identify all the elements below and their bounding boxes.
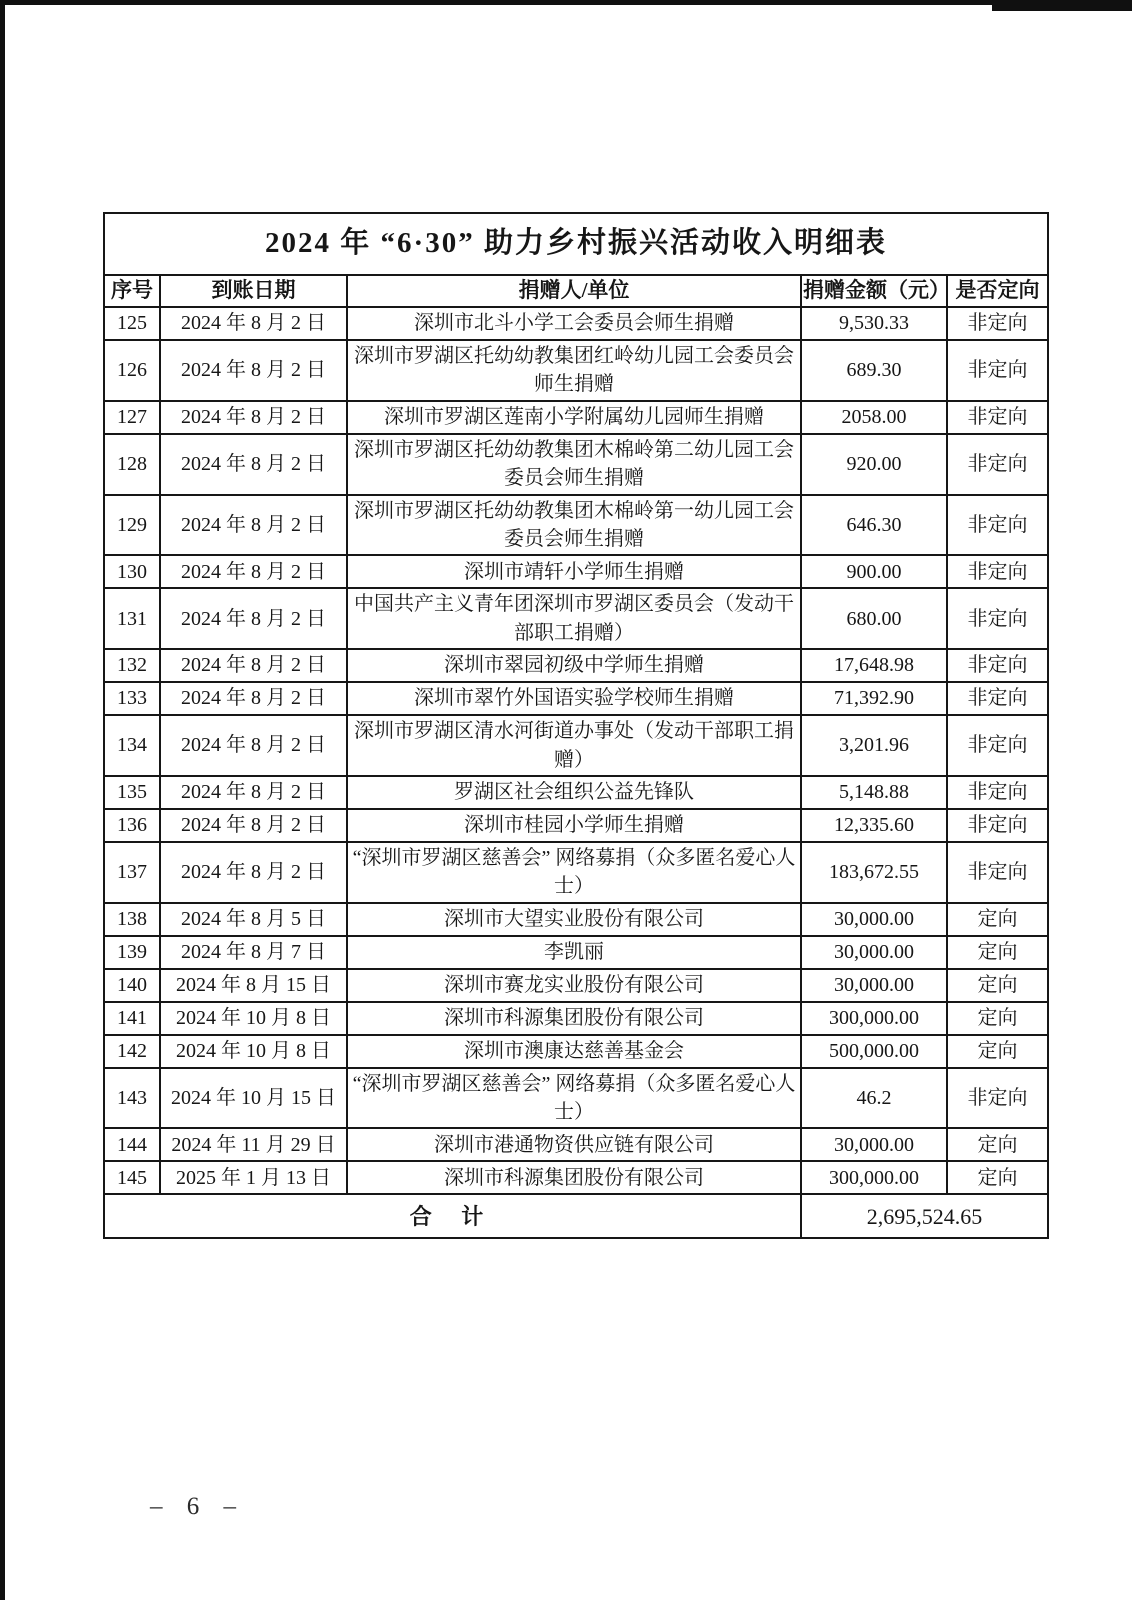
row-donor: 深圳市靖轩小学师生捐赠: [347, 555, 801, 588]
row-directed: 定向: [947, 969, 1048, 1002]
table-row: [104, 1068, 1048, 1129]
row-date: 2024 年 8 月 2 日: [160, 809, 347, 842]
row-date: 2024 年 10 月 8 日: [160, 1002, 347, 1035]
table-body: [104, 307, 1048, 1194]
table-row: [104, 1035, 1048, 1068]
table-row: [104, 649, 1048, 682]
row-amount: 183,672.55: [801, 842, 947, 903]
row-directed: 非定向: [947, 842, 1048, 903]
row-no: 128: [104, 434, 160, 495]
row-donor: 深圳市科源集团股份有限公司: [347, 1161, 801, 1194]
row-no: 136: [104, 809, 160, 842]
table-row: [104, 588, 1048, 649]
table-row: [104, 495, 1048, 556]
row-amount: 9,530.33: [801, 307, 947, 340]
table-row: [104, 1128, 1048, 1161]
row-date: 2024 年 8 月 5 日: [160, 903, 347, 936]
scan-edge-left: [0, 0, 5, 1600]
row-donor: 深圳市罗湖区托幼幼教集团红岭幼儿园工会委员会师生捐赠: [347, 340, 801, 401]
row-no: 126: [104, 340, 160, 401]
row-donor: 深圳市港通物资供应链有限公司: [347, 1128, 801, 1161]
row-directed: 非定向: [947, 434, 1048, 495]
header-amount: 捐赠金额（元）: [801, 275, 947, 307]
row-date: 2024 年 8 月 2 日: [160, 588, 347, 649]
row-amount: 30,000.00: [801, 903, 947, 936]
row-date: 2024 年 8 月 2 日: [160, 682, 347, 715]
row-no: 144: [104, 1128, 160, 1161]
row-date: 2024 年 8 月 2 日: [160, 495, 347, 556]
row-amount: 30,000.00: [801, 936, 947, 969]
table-row: [104, 340, 1048, 401]
table-row: [104, 307, 1048, 340]
header-donor: 捐赠人/单位: [347, 275, 801, 307]
row-amount: 3,201.96: [801, 715, 947, 776]
table-title-row: [104, 213, 1048, 275]
row-directed: 非定向: [947, 340, 1048, 401]
table-row: [104, 555, 1048, 588]
row-directed: 非定向: [947, 682, 1048, 715]
row-no: 127: [104, 401, 160, 434]
row-donor: 深圳市翠竹外国语实验学校师生捐赠: [347, 682, 801, 715]
row-donor: 深圳市罗湖区清水河街道办事处（发动干部职工捐赠）: [347, 715, 801, 776]
table-title: 2024 年 “6·30” 助力乡村振兴活动收入明细表: [104, 213, 1048, 275]
table-row: [104, 809, 1048, 842]
row-amount: 46.2: [801, 1068, 947, 1129]
row-date: 2024 年 10 月 8 日: [160, 1035, 347, 1068]
row-no: 129: [104, 495, 160, 556]
table-row: [104, 903, 1048, 936]
row-amount: 5,148.88: [801, 776, 947, 809]
row-donor: “深圳市罗湖区慈善会” 网络募捐（众多匿名爱心人士）: [347, 842, 801, 903]
row-amount: 71,392.90: [801, 682, 947, 715]
row-amount: 680.00: [801, 588, 947, 649]
row-donor: 罗湖区社会组织公益先锋队: [347, 776, 801, 809]
total-amount: 2,695,524.65: [801, 1194, 1048, 1238]
row-no: 133: [104, 682, 160, 715]
row-amount: 500,000.00: [801, 1035, 947, 1068]
row-no: 135: [104, 776, 160, 809]
row-date: 2024 年 8 月 2 日: [160, 715, 347, 776]
row-date: 2024 年 8 月 15 日: [160, 969, 347, 1002]
row-amount: 17,648.98: [801, 649, 947, 682]
row-date: 2024 年 8 月 2 日: [160, 776, 347, 809]
table-row: [104, 1002, 1048, 1035]
row-donor: 深圳市罗湖区托幼幼教集团木棉岭第一幼儿园工会委员会师生捐赠: [347, 495, 801, 556]
row-no: 125: [104, 307, 160, 340]
row-no: 143: [104, 1068, 160, 1129]
scan-edge-top-right: [992, 0, 1132, 11]
table-row: [104, 715, 1048, 776]
row-date: 2024 年 8 月 2 日: [160, 555, 347, 588]
row-date: 2024 年 10 月 15 日: [160, 1068, 347, 1129]
row-date: 2024 年 8 月 7 日: [160, 936, 347, 969]
income-detail-table: [103, 212, 1049, 1239]
row-no: 130: [104, 555, 160, 588]
row-directed: 定向: [947, 1128, 1048, 1161]
row-no: 140: [104, 969, 160, 1002]
row-no: 145: [104, 1161, 160, 1194]
row-amount: 30,000.00: [801, 1128, 947, 1161]
row-directed: 定向: [947, 1035, 1048, 1068]
header-directed: 是否定向: [947, 275, 1048, 307]
row-amount: 30,000.00: [801, 969, 947, 1002]
table-row: [104, 1161, 1048, 1194]
row-no: 142: [104, 1035, 160, 1068]
row-amount: 900.00: [801, 555, 947, 588]
table-row: [104, 776, 1048, 809]
row-no: 132: [104, 649, 160, 682]
row-directed: 非定向: [947, 588, 1048, 649]
header-date: 到账日期: [160, 275, 347, 307]
row-date: 2024 年 11 月 29 日: [160, 1128, 347, 1161]
table-header-row: [104, 275, 1048, 307]
row-directed: 非定向: [947, 809, 1048, 842]
row-donor: 深圳市翠园初级中学师生捐赠: [347, 649, 801, 682]
row-amount: 646.30: [801, 495, 947, 556]
row-donor: 深圳市科源集团股份有限公司: [347, 1002, 801, 1035]
row-amount: 2058.00: [801, 401, 947, 434]
row-date: 2024 年 8 月 2 日: [160, 401, 347, 434]
row-directed: 非定向: [947, 401, 1048, 434]
table-row: [104, 969, 1048, 1002]
row-directed: 非定向: [947, 649, 1048, 682]
row-date: 2024 年 8 月 2 日: [160, 434, 347, 495]
row-donor: 深圳市桂园小学师生捐赠: [347, 809, 801, 842]
row-date: 2024 年 8 月 2 日: [160, 649, 347, 682]
row-amount: 689.30: [801, 340, 947, 401]
row-date: 2024 年 8 月 2 日: [160, 340, 347, 401]
header-no: 序号: [104, 275, 160, 307]
row-donor: 深圳市罗湖区莲南小学附属幼儿园师生捐赠: [347, 401, 801, 434]
row-directed: 非定向: [947, 555, 1048, 588]
row-directed: 非定向: [947, 495, 1048, 556]
row-date: 2025 年 1 月 13 日: [160, 1161, 347, 1194]
row-amount: 300,000.00: [801, 1002, 947, 1035]
row-donor: 深圳市赛龙实业股份有限公司: [347, 969, 801, 1002]
total-label: 合 计: [104, 1194, 801, 1238]
table-row: [104, 434, 1048, 495]
row-directed: 定向: [947, 936, 1048, 969]
row-no: 138: [104, 903, 160, 936]
row-amount: 920.00: [801, 434, 947, 495]
table-row: [104, 401, 1048, 434]
row-directed: 非定向: [947, 776, 1048, 809]
row-donor: “深圳市罗湖区慈善会” 网络募捐（众多匿名爱心人士）: [347, 1068, 801, 1129]
row-directed: 定向: [947, 1002, 1048, 1035]
row-date: 2024 年 8 月 2 日: [160, 842, 347, 903]
row-no: 131: [104, 588, 160, 649]
row-donor: 深圳市北斗小学工会委员会师生捐赠: [347, 307, 801, 340]
row-donor: 深圳市澳康达慈善基金会: [347, 1035, 801, 1068]
row-date: 2024 年 8 月 2 日: [160, 307, 347, 340]
row-donor: 中国共产主义青年团深圳市罗湖区委员会（发动干部职工捐赠）: [347, 588, 801, 649]
page-number: – 6 –: [150, 1493, 245, 1520]
row-directed: 非定向: [947, 1068, 1048, 1129]
row-donor: 李凯丽: [347, 936, 801, 969]
table-row: [104, 936, 1048, 969]
row-donor: 深圳市大望实业股份有限公司: [347, 903, 801, 936]
row-directed: 定向: [947, 1161, 1048, 1194]
row-no: 139: [104, 936, 160, 969]
row-directed: 非定向: [947, 307, 1048, 340]
row-no: 141: [104, 1002, 160, 1035]
row-no: 137: [104, 842, 160, 903]
row-amount: 300,000.00: [801, 1161, 947, 1194]
row-amount: 12,335.60: [801, 809, 947, 842]
table-row: [104, 682, 1048, 715]
row-donor: 深圳市罗湖区托幼幼教集团木棉岭第二幼儿园工会委员会师生捐赠: [347, 434, 801, 495]
table-total-row: [104, 1194, 1048, 1238]
table-row: [104, 842, 1048, 903]
row-no: 134: [104, 715, 160, 776]
row-directed: 非定向: [947, 715, 1048, 776]
row-directed: 定向: [947, 903, 1048, 936]
scan-edge-top: [0, 0, 1132, 5]
